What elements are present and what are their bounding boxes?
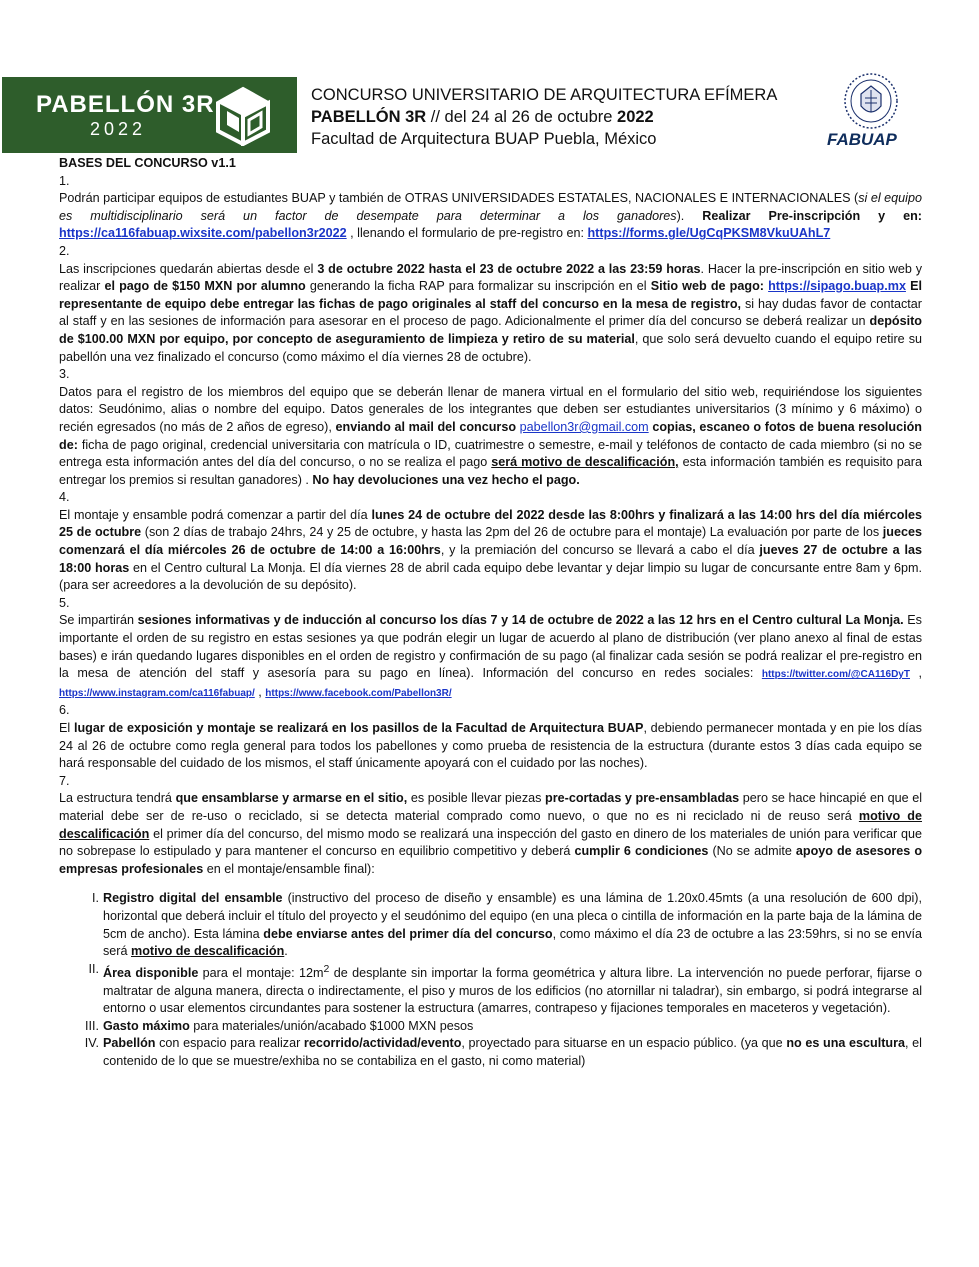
cube-logo-icon [213, 86, 273, 146]
section-4-number: 4. [59, 490, 70, 505]
section-1-text: Podrán participar equipos de estudiantes BUAP y también de OTRAS UNIVERSIDADES ESTATALES, NACIONALES E INTERNACIONALES (si el equipo es multidisciplinario será un factor de desempate para determinar a los ganadores). Realizar Pre-inscripción y en: https://ca116fabuap.wixsite.com/pabellon3r2022 , llenando el formulario de pre-registro en: https://forms.gle/UgCqPKSM8VkuUAhL7 [59, 191, 922, 241]
section-3-text: Datos para el registro de los miembros del equipo que se deberán llenar de manera virtual en el formulario del sitio web, requiriéndose los siguientes datos: Seudónimo, alias o nombre del equipo. Datos generales de los integrantes que deben ser estudiantes universitarios (3 mínimo y 6 máximo) o recién egresados (no más de 2 años de egreso), enviando al mail del concurso pabellon3r@gmail.com copias, escaneo o fotos de buena resolución de: ficha de pago original, credencial universitaria con matrícula o ID, cuatrimestre o semestre, e-mail y teléfonos de contacto de cada miembro (si no se entrega esta información antes del día del concurso, o no se realiza el pago será motivo de descalificación, esta información también es requisito para entregar los premios si resultan ganadores) . No hay devoluciones una vez hecho el pago. [59, 384, 923, 487]
section-7-text: La estructura tendrá que ensamblarse y armarse en el sitio, es posible llevar piezas pre-cortadas y pre-ensambladas pero se hace hincapié en que el material debe ser de re-uso o reciclado, si se detecta material comprado como nuevo, o que no es ni reciclado ni de reuso será motivo de descalificación el primer día del concurso, del mismo modo se realizará una inspección del gasto en dinero de los materiales de unión para verificar que no sobrepase lo estipulado y para mantener el concurso en equilibrio competitivo y deberá cumplir 6 condiciones (No se admite apoyo de asesores o empresas profesionales en el montaje/ensamble final): [59, 791, 923, 876]
condition-item: III. Gasto máximo para materiales/unión/acabado $1000 MXN pesos [85, 1018, 474, 1033]
twitter-link[interactable]: https://twitter.com/@CA116DyT [761, 669, 910, 681]
header-line-3: Facultad de Arquitectura BUAP Puebla, México [311, 130, 657, 148]
section-6-text: El lugar de exposición y montaje se realizará en los pasillos de la Facultad de Arquitectura BUAP, debiendo permanecer montada y en pie los días 24 al 26 de octubre como regla general para todos los pabellones y como prueba de resistencia de la estructura (durante estos 3 días cada equipo se hará responsable del cuidado de los mismos, el staff únicamente apoyará con el cuidado por las noches). [59, 721, 922, 771]
header-line-2: PABELLÓN 3R // del 24 al 26 de octubre 2022 [311, 108, 654, 126]
rules-title: BASES DEL CONCURSO v1.1 [59, 156, 236, 170]
fabuap-logo: FABUAP [827, 130, 897, 149]
sipago-link[interactable]: https://sipago.buap.mx [768, 279, 906, 294]
buap-seal-icon [839, 72, 903, 130]
forms-link[interactable]: https://forms.gle/UgCqPKSM8VkuUAhL7 [587, 226, 831, 241]
contest-email-link[interactable]: pabellon3r@gmail.com [519, 419, 649, 434]
pabellon-banner [2, 77, 297, 153]
section-2-text: Las inscripciones quedarán abiertas desde el 3 de octubre 2022 hasta el 23 de octubre 2022 a las 23:59 horas. Hacer la pre-inscripción en sitio web y realizar el pago de $150 MXN por alumno generando la ficha RAP para formalizar su inscripción en el Sitio web de pago: https://sipago.buap.mx El representante de equipo debe entregar las fichas de pago originales al staff del concurso en la mesa de registro, si hay dudas favor de contactar al staff y en las sesiones de información para asesorar en el proceso de pago. Adicionalmente el primer día del concurso se deberá realizar un depósito de $100.00 MXN por equipo, por concepto de aseguramiento de limpieza y retiro de su material, que solo será devuelto cuando el equipo retire su pabellón una vez finalizado el concurso (como máximo el día viernes 28 de octubre). [59, 261, 923, 364]
facebook-link[interactable]: https://www.facebook.com/Pabellon3R/ [265, 687, 452, 699]
header-title [311, 84, 777, 150]
condition-item: II. Área disponible para el montaje: $12m^2$ de desplante sin importar la forma geométrica y altura libre. La intervención no puede perforar, fijarse o maltratar de alguna manera, directa o indirectamente, el piso y muros de los edificios (no atornillar ni taladrar), sin embargo, si podrá integrarse al entorno o usar elementos circundantes para sostener la estructura (amarres, contrapeso y fijaciones temporales en maceteros y vegetación). [88, 961, 922, 1016]
section-5-text: Se impartirán sesiones informativas y de inducción al concurso los días 7 y 14 de octubre de 2022 a las 12 hrs en el Centro cultural La Monja. Es importante el orden de su registro en estas sesiones ya que podrán elegir un lugar de acuerdo al plano de distribución (ver plano anexo al final de estas bases) e irán quedando lugares disponibles en el orden de registro y confirmación de su pago (al finalizar cada sesión se podrá realizar el pre-registro en la mesa de atención del staff y asesoría para su pago en línea). Información del concurso en redes sociales: https://twitter.com/@CA116DyT , https://www.instagram.com/ca116fabuap/ , https://www.facebook.com/Pabellon3R/ [59, 613, 923, 699]
section-6-number: 6. [59, 703, 70, 718]
logo-year: 2022 [90, 119, 147, 139]
conditions-list [59, 890, 922, 1070]
section-1-number: 1. [59, 173, 70, 188]
condition-item: I. Registro digital del ensamble (instructivo del proceso de diseño y ensamble) es una lámina de 1.20x0.45mts (a una resolución de 600 dpi), horizontal que deberá incluir el título del proyecto y el seudónimo del equipo (en una pleca o cintilla de información en la parte baja de la lámina de 5cm de ancho). Esta lámina debe enviarse antes del primer día del concurso, como máximo el día 23 de octubre a las 23:59hrs, si no se envía será motivo de descalificación. [92, 891, 922, 959]
section-7-number: 7. [59, 773, 70, 788]
header-line-1: CONCURSO UNIVERSITARIO DE ARQUITECTURA EFÍMERA [311, 86, 778, 104]
section-3-number: 3. [59, 367, 70, 382]
logo-name: PABELLÓN 3R [36, 91, 215, 118]
section-5-number: 5. [59, 595, 70, 610]
instagram-link[interactable]: https://www.instagram.com/ca116fabuap/ [59, 687, 255, 699]
section-2-number: 2. [59, 243, 70, 258]
wix-site-link[interactable]: https://ca116fabuap.wixsite.com/pabellon3r2022 [59, 226, 347, 241]
section-4-text: El montaje y ensamble podrá comenzar a partir del día lunes 24 de octubre del 2022 desde las 8:00hrs y finalizará a las 14:00 hrs del día miércoles 25 de octubre (son 2 días de trabajo 24hrs, 24 y 25 de octubre, y hasta las 2pm del 26 de octubre para el montaje) La evaluación por parte de los jueces comenzará el día miércoles 26 de octubre de 14:00 a 16:00hrs, y la premiación del concurso se llevará a cabo el día jueves 27 de octubre a las 18:00 horas en el Centro cultural La Monja. El día viernes 28 de abril cada equipo debe levantar y dejar limpio su lugar de concursante entre 8am y 6pm. (para ser acreedores a la devolución de su depósito). [59, 507, 923, 593]
condition-item: IV. Pabellón con espacio para realizar recorrido/actividad/evento, proyectado para situarse en un espacio público. (ya que no es una escultura, el contenido de lo que se muestre/exhiba no se contabiliza en el gasto, ni como material) [84, 1036, 922, 1068]
contest-rules [59, 155, 922, 1070]
